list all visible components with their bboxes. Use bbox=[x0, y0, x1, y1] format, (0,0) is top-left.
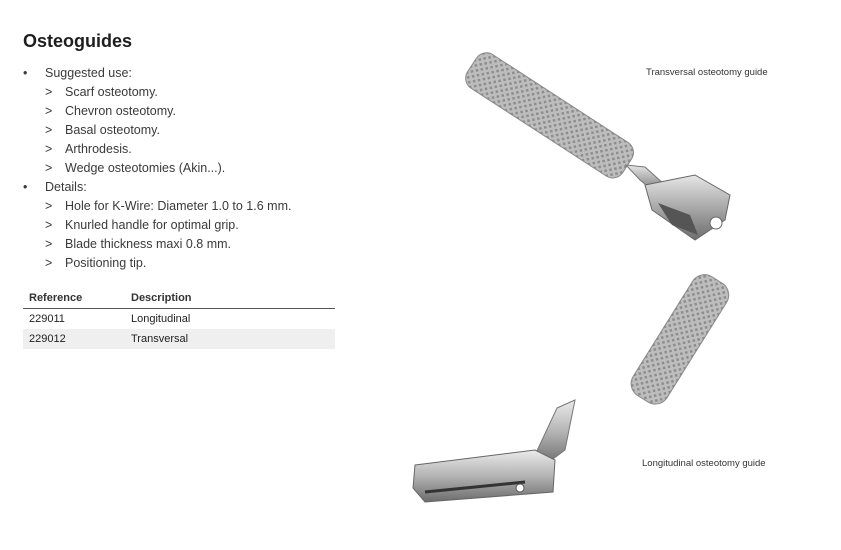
list-item-text: Hole for K-Wire: Diameter 1.0 to 1.6 mm. bbox=[65, 199, 292, 213]
chevron-right-icon: > bbox=[45, 237, 53, 251]
bullet-suggested-use bbox=[23, 64, 353, 83]
chevron-right-icon: > bbox=[45, 104, 53, 118]
list-item-text: Positioning tip. bbox=[65, 256, 147, 270]
section-label: Details: bbox=[45, 180, 87, 194]
bullet-details bbox=[23, 178, 353, 197]
list-item-text: Wedge osteotomies (Akin...). bbox=[65, 161, 226, 175]
chevron-right-icon: > bbox=[45, 123, 53, 137]
section-label: Suggested use: bbox=[45, 66, 132, 80]
description-cell: Transversal bbox=[125, 329, 335, 349]
description-cell: Longitudinal bbox=[131, 313, 191, 325]
chevron-right-icon: > bbox=[45, 85, 53, 99]
column-header-description: Description bbox=[125, 289, 335, 309]
list-item bbox=[23, 216, 353, 235]
list-item bbox=[23, 159, 353, 178]
list-item-text: Basal osteotomy. bbox=[65, 123, 160, 137]
table-row bbox=[23, 329, 335, 349]
longitudinal-guide-image bbox=[405, 260, 745, 515]
list-item-text: Knurled handle for optimal grip. bbox=[65, 218, 239, 232]
list-item-text: Chevron osteotomy. bbox=[65, 104, 176, 118]
list-item bbox=[23, 121, 353, 140]
table-row bbox=[23, 309, 335, 330]
list-item bbox=[23, 102, 353, 121]
list-item-text: Arthrodesis. bbox=[65, 142, 132, 156]
chevron-right-icon: > bbox=[45, 256, 53, 270]
list-item-text: Blade thickness maxi 0.8 mm. bbox=[65, 237, 232, 251]
table-header-row bbox=[23, 289, 335, 309]
caption-longitudinal: Longitudinal osteotomy guide bbox=[642, 458, 766, 469]
chevron-right-icon: > bbox=[45, 199, 53, 213]
chevron-right-icon: > bbox=[45, 161, 53, 175]
list-item-text: Scarf osteotomy. bbox=[65, 85, 158, 99]
list-item bbox=[23, 140, 353, 159]
list-item bbox=[23, 197, 353, 216]
list-item bbox=[23, 83, 353, 102]
list-item bbox=[23, 235, 353, 254]
column-header-reference: Reference bbox=[23, 289, 125, 309]
chevron-right-icon: > bbox=[45, 142, 53, 156]
reference-cell: 229011 bbox=[29, 313, 65, 325]
bullet-icon: • bbox=[23, 180, 28, 194]
bullet-list bbox=[23, 64, 353, 273]
list-item bbox=[23, 254, 353, 273]
page-title: Osteoguides bbox=[23, 31, 133, 51]
reference-cell: 229012 bbox=[23, 329, 125, 349]
reference-table bbox=[23, 289, 335, 349]
bullet-icon: • bbox=[23, 66, 28, 80]
chevron-right-icon: > bbox=[45, 218, 53, 232]
caption-transversal: Transversal osteotomy guide bbox=[646, 67, 768, 78]
